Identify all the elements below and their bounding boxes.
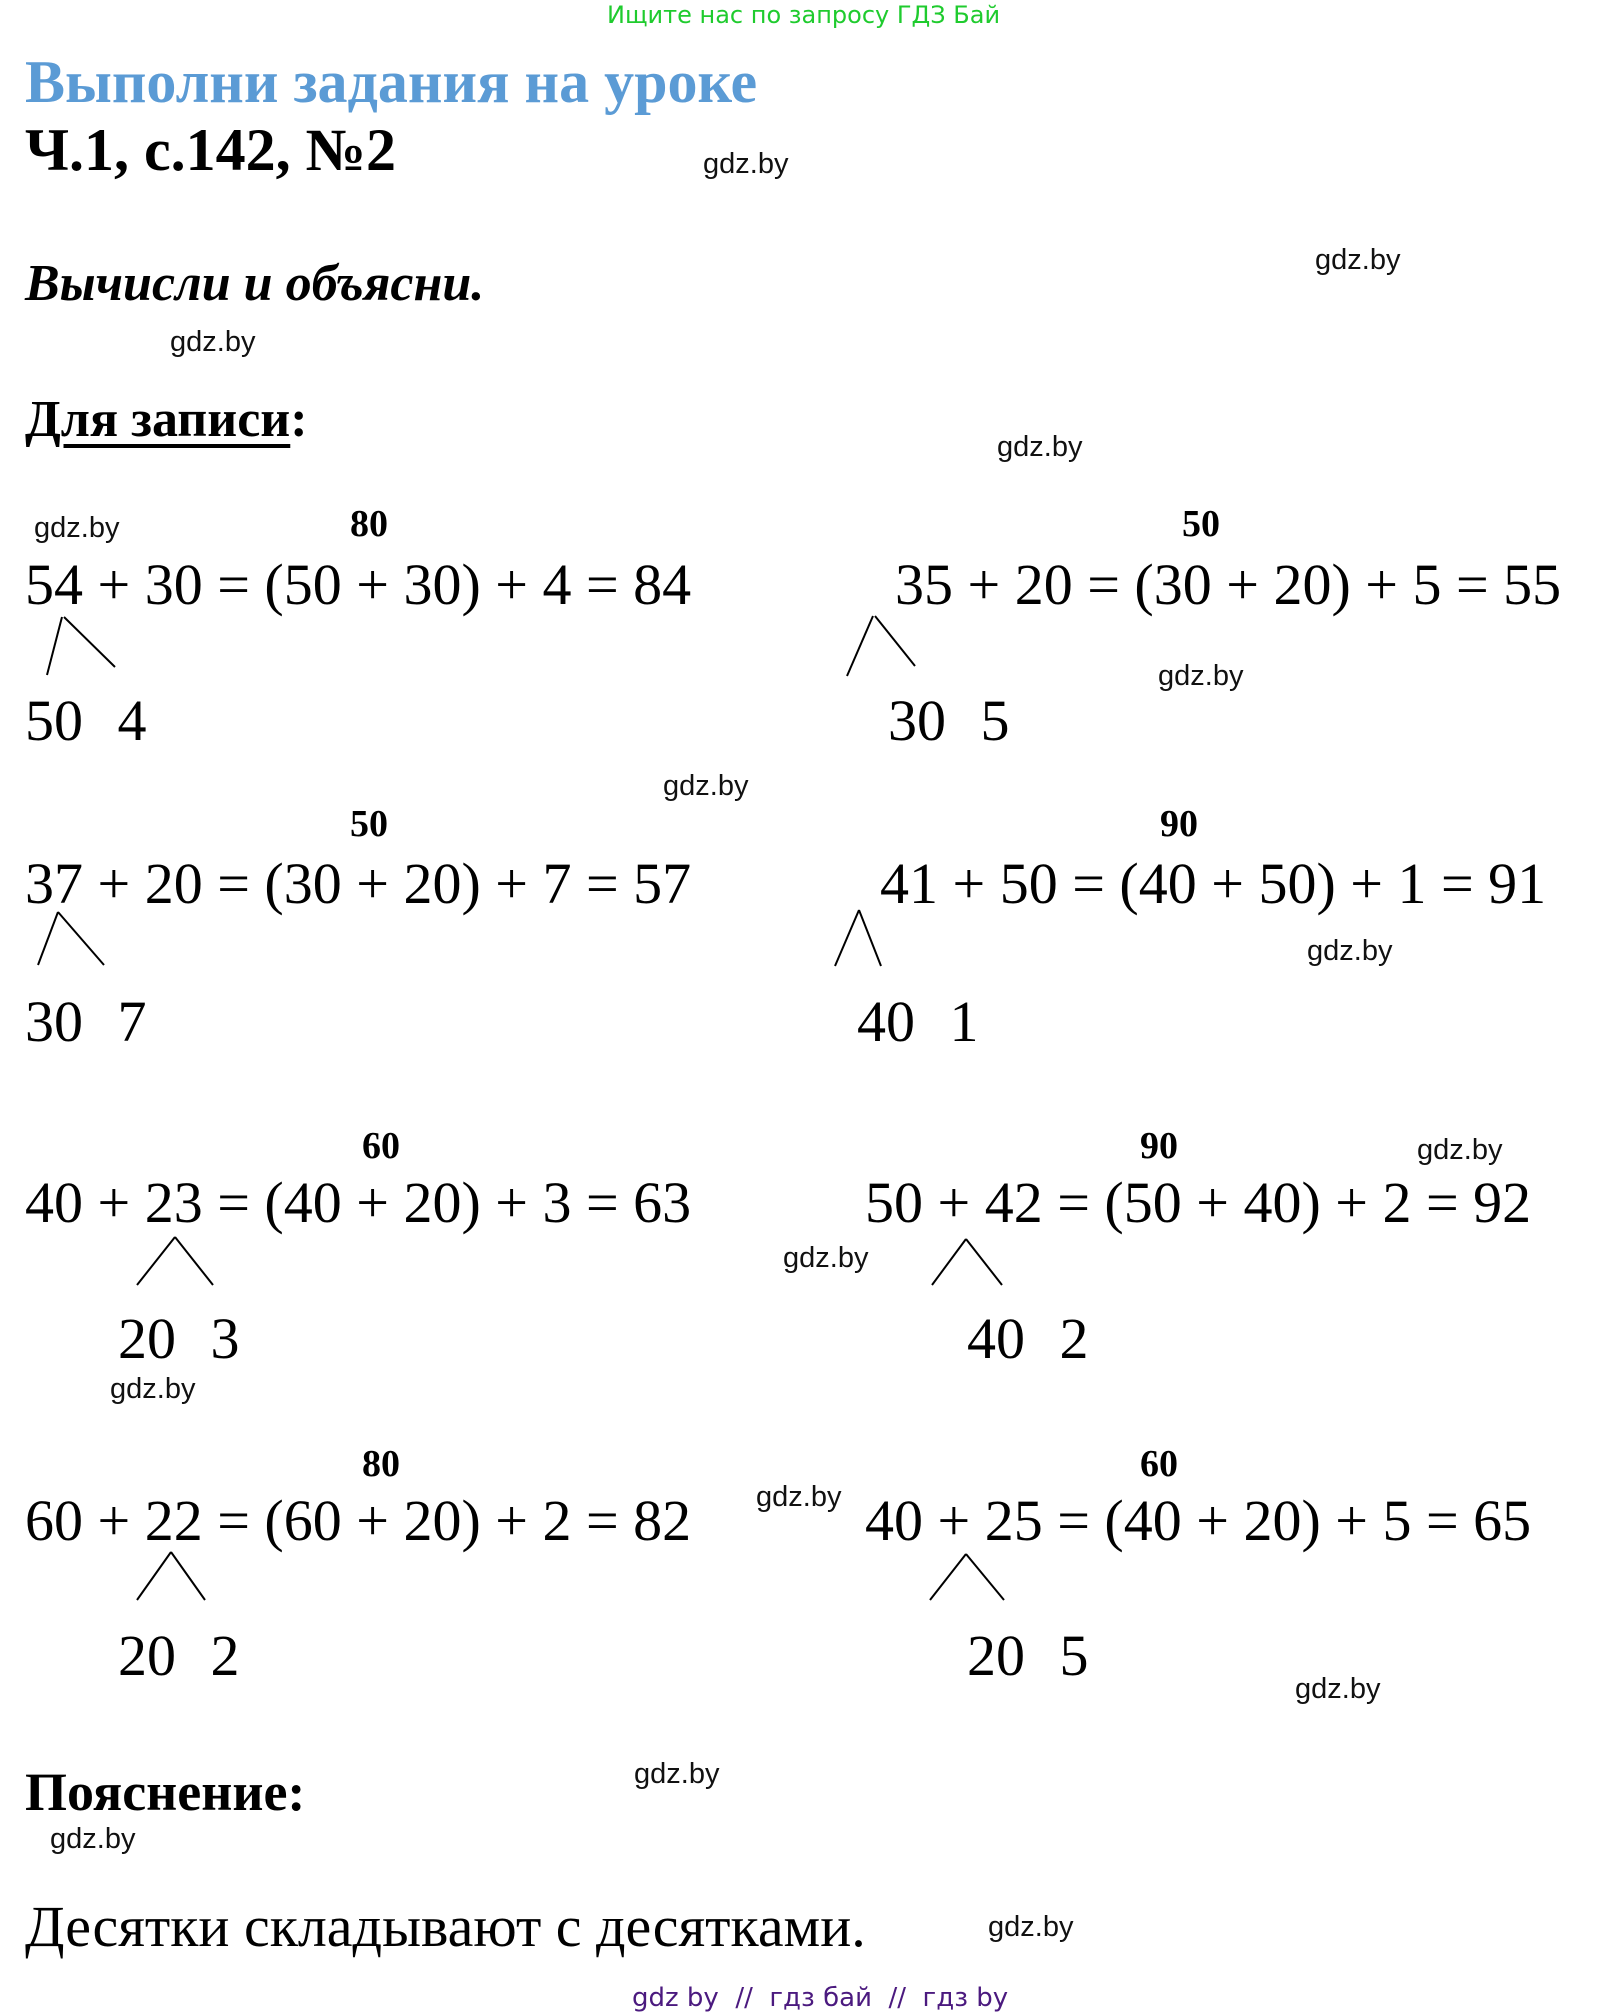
watermark: gdz.by [783, 1242, 869, 1274]
equation: 40 + 23 = (40 + 20) + 3 = 63 [25, 1170, 692, 1235]
page-title: Выполни задания на уроке [25, 49, 758, 115]
sum-hint: 50 [350, 803, 388, 845]
explanation-text: Десятки складывают с десятками. [25, 1894, 866, 1959]
sum-hint: 50 [1182, 503, 1220, 545]
decomposition-parts: 40 2 [967, 1306, 1089, 1371]
equation: 41 + 50 = (40 + 50) + 1 = 91 [880, 851, 1547, 916]
footer-links[interactable]: gdz by // гдз бай // гдз by [632, 1983, 1009, 2013]
decomposition-branch-icon [45, 615, 125, 675]
decomposition-branch-icon [930, 1237, 1010, 1292]
equation: 37 + 20 = (30 + 20) + 7 = 57 [25, 851, 692, 916]
decomposition-parts: 50 4 [25, 688, 147, 753]
watermark: gdz.by [997, 431, 1083, 463]
watermark: gdz.by [988, 1911, 1074, 1943]
decomposition-branch-icon [833, 908, 913, 970]
record-label [25, 391, 308, 448]
equation: 60 + 22 = (60 + 20) + 2 = 82 [25, 1488, 692, 1553]
watermark: gdz.by [110, 1373, 196, 1405]
sum-hint: 60 [362, 1125, 400, 1167]
decomposition-branch-icon [36, 910, 116, 970]
equation: 50 + 42 = (50 + 40) + 2 = 92 [865, 1170, 1532, 1235]
decomposition-branch-icon [928, 1552, 1008, 1607]
decomposition-parts: 40 1 [857, 989, 979, 1054]
decomposition-branch-icon [845, 614, 925, 674]
sum-hint: 90 [1160, 803, 1198, 845]
watermark: gdz.by [703, 148, 789, 180]
decomposition-branch-icon [135, 1235, 215, 1290]
sum-hint: 60 [1140, 1443, 1178, 1485]
decomposition-parts: 20 5 [967, 1623, 1089, 1688]
watermark: gdz.by [756, 1481, 842, 1513]
decomposition-parts: 20 2 [118, 1623, 240, 1688]
watermark: gdz.by [1158, 660, 1244, 692]
equation: 40 + 25 = (40 + 20) + 5 = 65 [865, 1488, 1532, 1553]
decomposition-parts: 20 3 [118, 1306, 240, 1371]
task-instruction: Вычисли и объясни. [25, 255, 485, 312]
watermark: gdz.by [1307, 935, 1393, 967]
record-label-colon: : [290, 391, 308, 448]
search-banner[interactable]: Ищите нас по запросу ГДЗ Бай [607, 1, 1001, 29]
explanation-heading: Пояснение: [25, 1762, 306, 1822]
sum-hint: 80 [362, 1443, 400, 1485]
watermark: gdz.by [1315, 244, 1401, 276]
watermark: gdz.by [634, 1758, 720, 1790]
decomposition-branch-icon [135, 1550, 215, 1605]
watermark: gdz.by [1417, 1134, 1503, 1166]
watermark: gdz.by [1295, 1673, 1381, 1705]
sum-hint: 80 [350, 503, 388, 545]
sum-hint: 90 [1140, 1125, 1178, 1167]
watermark: gdz.by [34, 512, 120, 544]
equation: 54 + 30 = (50 + 30) + 4 = 84 [25, 552, 692, 617]
watermark: gdz.by [663, 770, 749, 802]
watermark: gdz.by [170, 326, 256, 358]
decomposition-parts: 30 7 [25, 989, 147, 1054]
equation: 35 + 20 = (30 + 20) + 5 = 55 [895, 552, 1562, 617]
record-label-text: Для записи [25, 391, 291, 448]
task-reference: Ч.1, с.142, №2 [25, 117, 396, 183]
decomposition-parts: 30 5 [888, 688, 1010, 753]
watermark: gdz.by [50, 1823, 136, 1855]
